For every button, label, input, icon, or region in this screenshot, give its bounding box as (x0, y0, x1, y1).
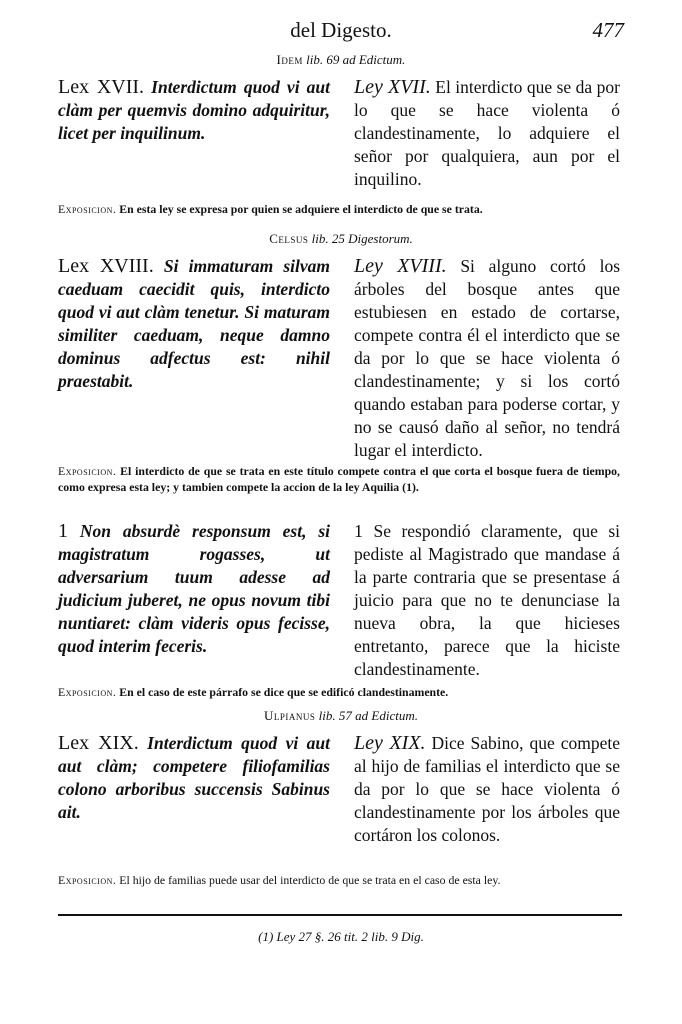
source-author: Celsus (269, 231, 309, 246)
paragraph-number: 1 (354, 521, 363, 541)
source-work: lib. 57 ad Edictum. (318, 708, 418, 723)
spanish-law-label: Ley XIX. (354, 732, 426, 754)
exposicion-label: Exposicion. (58, 464, 117, 478)
spanish-law-body: Dice Sabino, que compete al hijo de familias el interdicto que se da por lo que se hace violenta ó clandestinamente por los árboles que cortáron los colonos. (354, 733, 620, 845)
exposicion-label: Exposicion. (58, 873, 117, 887)
exposicion-text: En el caso de este párrafo se dice que se edificó clandestinamente. (119, 685, 449, 699)
exposicion-paragraph-1 (58, 684, 620, 700)
spanish-law-body: El interdicto que se da por lo que se hace violenta ó clandestinamente, lo adquiere el señor por qualquiera, aun por el inquilino. (354, 77, 620, 189)
exposicion-text: El interdicto de que se trata en este título compete contra el que corta el bosque fuera de tiempo, como expresa esta ley; y tambien compete la accion de la ley Aquilia (1). (58, 464, 620, 494)
latin-law-body: Interdictum quod vi aut clàm per quemvis domino adquiritur, licet per inquilinum. (58, 77, 331, 143)
exposicion-lex-18 (58, 463, 620, 495)
page-number: 477 (592, 18, 624, 42)
spanish-paragraph-body: Se respondió claramente, que si pediste al Magistrado que mandase á la parte contraria que se presentase á juicio para que no te denunciase la nueva obra, la que hicieses entretanto, parece que la hiciste clandestinamente. (354, 521, 620, 679)
spanish-law-body: Si alguno cortó los árboles del bosque antes que estubiesen en estado de cortarse, compete contra él el interdicto que se da por lo que se hace violenta ó clandestinamente; y si los cortó quando estaban para poderse cortar, y no se causó daño al señor, no tendrá lugar el interdicto. (354, 256, 621, 460)
latin-paragraph-body: Non absurdè responsum est, si magistratum rogasses, ut adversarium tuum adesse ad judicium juberet, ne opus novum tibi nuntiaret: clàm videris opus fecisse, quod interim feceris. (58, 521, 331, 656)
exposicion-label: Exposicion. (58, 202, 117, 216)
exposicion-text: En esta ley se expresa por quien se adquiere el interdicto de que se trata. (119, 202, 483, 216)
paragraph-number: 1 (58, 520, 68, 542)
latin-text-lex-19 (58, 732, 330, 824)
latin-text-lex-18 (58, 255, 330, 393)
source-citation (0, 231, 682, 247)
exposicion-lex-17 (58, 201, 620, 217)
latin-law-body: Si immaturam silvam caeduam caecidit quis, interdicto quod vi aut clàm tenetur. Si maturam similiter caeduam, neque damno dominus adfectus est: nihil praestabit. (58, 256, 330, 391)
latin-law-label: Lex XVIII. (58, 255, 154, 277)
footnote (0, 929, 682, 945)
spanish-law-label: Ley XVII. (354, 76, 431, 98)
exposicion-text: El hijo de familias puede usar del interdicto de que se trata en el caso de esta ley. (119, 873, 501, 887)
latin-law-label: Lex XVII. (58, 76, 145, 98)
latin-law-label: Lex XIX. (58, 732, 139, 754)
spanish-text-ley-17 (354, 76, 620, 191)
spanish-law-label: Ley XVIII. (354, 255, 447, 277)
spanish-text-paragraph-1 (354, 520, 620, 681)
spanish-text-ley-18 (354, 255, 620, 462)
exposicion-lex-19 (58, 872, 620, 888)
source-author: Ulpianus (264, 708, 316, 723)
spanish-text-ley-19 (354, 732, 620, 847)
source-citation (0, 52, 682, 68)
exposicion-label: Exposicion. (58, 685, 117, 699)
footnote-divider (58, 914, 622, 916)
footnote-text: (1) Ley 27 §. 26 tit. 2 lib. 9 Dig. (258, 929, 424, 944)
latin-law-body: Interdictum quod vi aut aut clàm; competere filiofamilias colono arboribus succensis Sabinus ait. (58, 733, 331, 822)
source-citation (0, 708, 682, 724)
source-work: lib. 25 Digestorum. (311, 231, 413, 246)
running-title: del Digesto. (290, 18, 392, 42)
latin-text-paragraph-1 (58, 520, 330, 658)
latin-text-lex-17 (58, 76, 330, 145)
source-author: Idem (276, 52, 303, 67)
source-work: lib. 69 ad Edictum. (306, 52, 406, 67)
